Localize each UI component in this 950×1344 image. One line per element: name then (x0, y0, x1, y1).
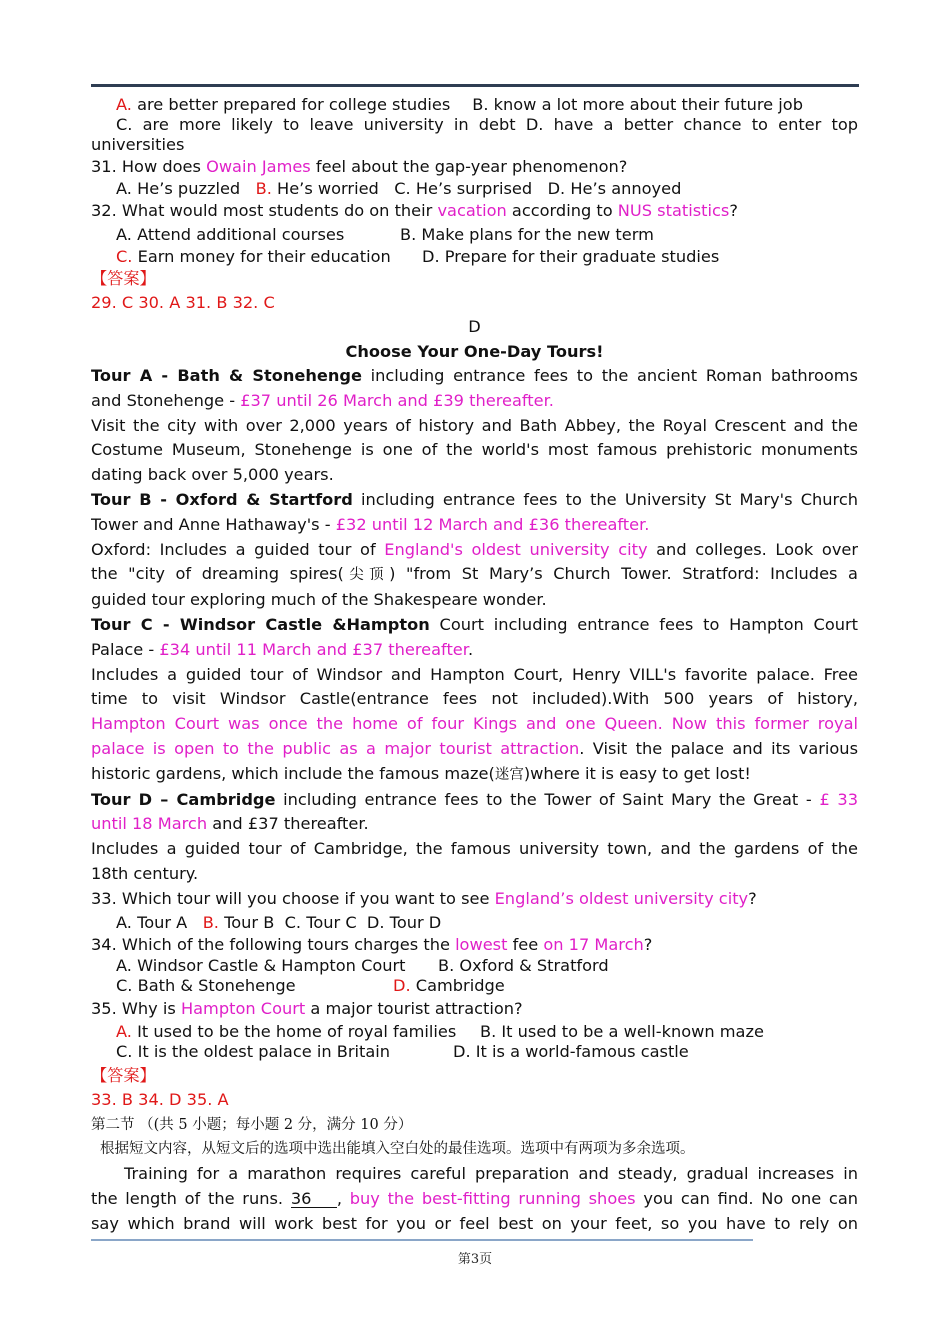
section2-instruction: 根据短文内容，从短文后的选项中选出能填入空白处的最佳选项。选项中有两项为多余选项。 (100, 1140, 695, 1157)
q30-option-d: D. have a better chance to enter top (525, 115, 858, 134)
tour-c-desc5-pre: historic gardens, which include the famous maze( (91, 763, 495, 783)
tour-b-price: £32 until 12 March and £36 thereafter. (335, 514, 650, 534)
tour-c-line1 (91, 613, 858, 638)
passage2 (91, 1161, 858, 1236)
page-number: 第3页 (457, 1252, 493, 1267)
q31-option-a: A. He’s puzzled (116, 179, 241, 198)
tour-a-line2-text: and Stonehenge - (91, 390, 241, 410)
q34-highlight-1: lowest (455, 934, 508, 954)
tour-c-desc1: Includes a guided tour of Windsor and Hampton Court, Henry VILL's favorite palace. Free (91, 664, 858, 684)
blank-36: 36 (291, 1191, 337, 1208)
answers-2: 33. B 34. D 35. A (91, 1089, 229, 1109)
q30-row1 (91, 95, 858, 115)
q31-option-b-key: B. (255, 179, 272, 198)
tour-d-line1-text: including entrance fees to the Tower of Saint Mary the Great - (275, 789, 820, 809)
q31-option-d: D. He’s annoyed (547, 179, 682, 198)
q34-option-d-key: D. (393, 975, 411, 995)
q35-option-a-key: A. (116, 1021, 132, 1041)
tour-b-line1-text: including entrance fees to the University St Mary's Church (352, 489, 858, 509)
passage-title: Choose Your One-Day Tours! (345, 342, 604, 361)
tour-b-line2 (91, 513, 858, 538)
answers-1: 29. C 30. A 31. B 32. C (91, 293, 275, 312)
tour-d-desc2: 18th century. (91, 863, 199, 883)
q30-option-a-key: A. (116, 95, 132, 114)
tour-a-desc1: Visit the city with over 2,000 years of history and Bath Abbey, the Royal Crescent and the (91, 415, 858, 435)
q33-option-c: C. Tour C (284, 912, 357, 932)
q33-option-d: D. Tour D (366, 912, 442, 932)
answer-label-2: 【答案】 (91, 1065, 156, 1085)
tour-b-desc1 (91, 538, 858, 563)
tour-c-line1-text: Court including entrance fees to Hampton Court (429, 614, 858, 634)
q34-stem-mid: fee (507, 934, 539, 954)
q31-highlight: Owain James (206, 157, 311, 176)
tour-d-desc1: Includes a guided tour of Cambridge, the famous university town, and the gardens of the (91, 839, 858, 859)
q35-option-d: D. It is a world-famous castle (453, 1041, 689, 1061)
q32-option-b: B. Make plans for the new term (400, 225, 654, 244)
tour-c-highlight: palace is open to the public as a major tourist attraction (91, 738, 580, 758)
tour-a-line1-text: including entrance fees to the ancient Roman bathrooms (361, 366, 858, 385)
q30-option-a: are better prepared for college studies (131, 95, 451, 114)
q35-row2 (91, 1042, 858, 1062)
passage2-highlight: buy the best-fitting running shoes (349, 1188, 636, 1208)
tour-d-price: £ 33 (819, 789, 858, 809)
tour-b-heading: Tour B - Oxford & Startford (91, 489, 353, 509)
tour-c-desc5-post: )where it is easy to get lost! (523, 763, 751, 783)
q32-stem-mid: according to (506, 201, 618, 220)
q34-stem (91, 934, 858, 956)
tour-b-line1 (91, 488, 858, 513)
q30-row3: universities (91, 135, 185, 154)
bottom-rule (91, 1239, 753, 1241)
answer-label-1: 【答案】 (91, 269, 156, 288)
tour-c-desc2: time to visit Windsor Castle(entrance fees not included).With 500 years of history, (91, 689, 858, 709)
section2-heading: 第二节 （(共 5 小题；每小题 2 分，满分 10 分） (91, 1116, 413, 1133)
q34-stem-post: ? (643, 934, 653, 954)
q34-option-a: A. Windsor Castle & Hampton Court (116, 955, 406, 975)
tour-a-heading: Tour A - Bath & Stonehenge (91, 366, 362, 385)
tour-b-desc3: guided tour exploring much of the Shakespeare wonder. (91, 590, 547, 610)
passage2-line2-post: you can find. No one can (635, 1188, 858, 1208)
document-body (91, 95, 858, 1236)
q34-highlight-2: on 17 March (538, 934, 644, 954)
tour-c-desc4 (91, 737, 858, 762)
q32-stem (91, 201, 858, 221)
tour-c-price: £34 until 11 March and £37 thereafter (159, 639, 468, 659)
tour-c-desc5 (91, 762, 858, 788)
tour-d-price-date: until 18 March (91, 814, 208, 834)
tour-a-desc3: dating back over 5,000 years. (91, 465, 334, 485)
q33-stem (91, 887, 858, 912)
q35-row1 (91, 1022, 858, 1042)
q31-option-b: He’s worried (271, 179, 379, 198)
tour-c-desc4-post: . Visit the palace and its various (579, 738, 858, 758)
top-rule (91, 84, 859, 87)
q32-highlight-2: NUS statistics (617, 201, 730, 220)
tour-d-line2-text: and £37 thereafter. (207, 814, 369, 834)
q32-row2 (91, 247, 858, 267)
tour-b-highlight: England's oldest university city (384, 539, 648, 559)
tour-b-desc2-pre: the "city of dreaming spires( (91, 564, 344, 584)
tours-block (91, 364, 858, 912)
tour-c-heading: Tour C - Windsor Castle &Hampton (91, 614, 430, 634)
passage2-line1: Training for a marathon requires careful preparation and steady, gradual increases in (124, 1163, 858, 1183)
q34-row2 (91, 976, 858, 996)
q35-option-a: It used to be the home of royal families (131, 1021, 457, 1041)
tour-b-desc2-post: ) "from St Mary’s Church Tower. Stratford: Includes a (389, 564, 858, 584)
q30-option-b: B. know a lot more about their future job (472, 95, 803, 114)
q35-highlight: Hampton Court (180, 998, 306, 1018)
tour-c-desc3: Hampton Court was once the home of four Kings and one Queen. Now this former royal (91, 714, 858, 734)
tour-b-chinese-gloss: 尖顶 (343, 567, 390, 584)
tour-a-price: £37 until 26 March and £39 thereafter. (240, 390, 554, 410)
tour-c-line2 (91, 638, 858, 663)
tour-c-line2-text: Palace - (91, 639, 160, 659)
tour-d-heading: Tour D – Cambridge (91, 789, 276, 809)
tour-c-chinese-gloss: 迷宫 (494, 766, 524, 783)
q33-options (91, 912, 858, 934)
q32-row1 (91, 225, 858, 245)
q35-stem-post: a major tourist attraction? (305, 998, 523, 1018)
q35-stem (91, 998, 858, 1020)
q34-row1 (91, 956, 858, 976)
q30-row2 (91, 115, 858, 135)
q32-option-a: A. Attend additional courses (116, 225, 345, 244)
q31-stem-pre: 31. How does (91, 157, 207, 176)
q32-option-c-key: C. (116, 247, 133, 266)
q35-stem-pre: 35. Why is (91, 998, 181, 1018)
tour-d-line2 (91, 812, 858, 837)
q33-option-b-key: B. (202, 912, 219, 932)
tour-c-line2-end: . (467, 639, 474, 659)
passage2-line3: say which brand will work best for you or feel best on your feet, so you have to rely on (91, 1213, 858, 1233)
q34-option-d: Cambridge (410, 975, 505, 995)
tour-a-desc2: Costume Museum, Stonehenge is one of the world's most famous prehistoric monuments (91, 440, 858, 460)
q33-stem-pre: 33. Which tour will you choose if you want to see (91, 888, 495, 908)
tour-d-line1 (91, 788, 858, 813)
section-letter: D (468, 317, 481, 336)
q35-option-c: C. It is the oldest palace in Britain (116, 1041, 391, 1061)
q31-stem (91, 157, 858, 177)
tour-b-desc2 (91, 562, 858, 588)
q32-option-c: Earn money for their education (132, 247, 391, 266)
q35-option-b: B. It used to be a well-known maze (480, 1021, 764, 1041)
tour-a-line1 (91, 364, 858, 389)
q32-stem-post: ? (729, 201, 738, 220)
tour-b-desc1-pre: Oxford: Includes a guided tour of (91, 539, 385, 559)
q31-options (91, 179, 858, 199)
q31-option-c: C. He’s surprised (394, 179, 533, 198)
q32-stem-pre: 32. What would most students do on their (91, 201, 438, 220)
tour-b-line2-text: Tower and Anne Hathaway's - (91, 514, 336, 534)
tour-b-desc1-post: and colleges. Look over (647, 539, 858, 559)
q32-option-d: D. Prepare for their graduate studies (422, 247, 720, 266)
q34-option-c: C. Bath & Stonehenge (116, 975, 296, 995)
passage2-line2-pre: the length of the runs. (91, 1188, 291, 1208)
q33-stem-post: ? (748, 888, 757, 908)
q31-stem-post: feel about the gap-year phenomenon? (310, 157, 628, 176)
passage2-line2-comma: , (336, 1188, 350, 1208)
q32-highlight-1: vacation (437, 201, 507, 220)
q33-option-b: Tour B (218, 912, 275, 932)
q33-highlight: England’s oldest university city (494, 888, 749, 908)
q34-stem-pre: 34. Which of the following tours charges the (91, 934, 456, 954)
q30-option-c: C. are more likely to leave university in debt (116, 115, 516, 134)
passage2-line2 (91, 1186, 858, 1211)
q33-option-a: A. Tour A (116, 912, 188, 932)
tour-a-line2 (91, 389, 858, 414)
q34-option-b: B. Oxford & Stratford (438, 955, 609, 975)
